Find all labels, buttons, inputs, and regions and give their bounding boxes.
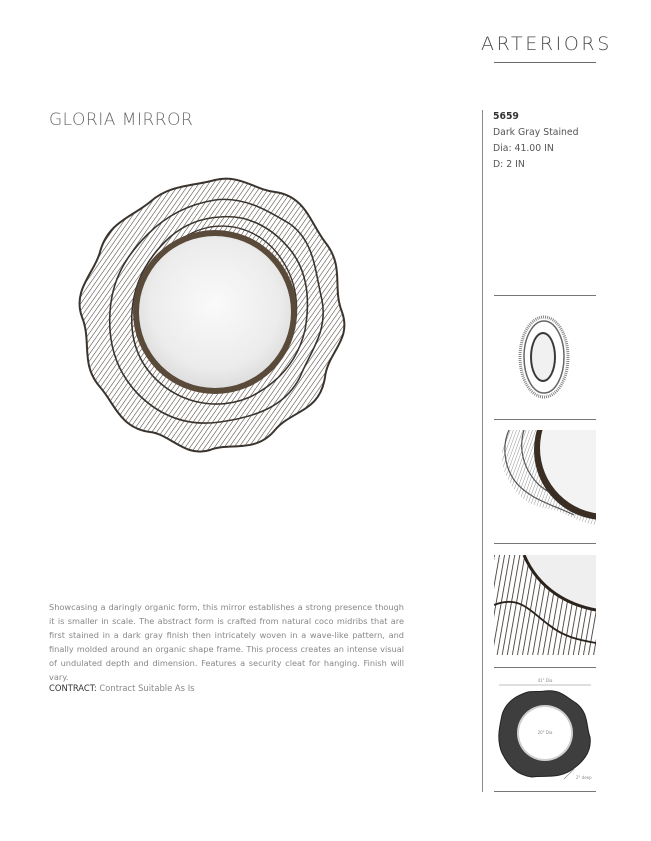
product-finish: Dark Gray Stained [493,127,579,138]
brand-underline [494,62,596,63]
thumbnail-divider [494,667,596,668]
product-diameter: Dia: 41.00 IN [493,143,554,154]
contract-value: Contract Suitable As Is [99,683,195,693]
depth-label: 2" deep [576,775,592,780]
thumbnail-edge-detail [494,430,596,525]
thumbnail-divider [494,791,596,792]
main-product-image [70,172,360,457]
contract-label: CONTRACT: [49,683,97,693]
product-depth: D: 2 IN [493,159,525,170]
thumbnail-divider [494,419,596,420]
product-specs [493,109,579,173]
brand-logo: ARTERIORS [481,33,612,55]
mirror-diameter-label: 20" Dia [537,730,553,735]
product-sku: 5659 [493,111,519,122]
thumbnail-dimension-diagram [494,675,596,787]
product-description: Showcasing a daringly organic form, this mirror establishes a strong presence though it is smaller in scale. The abstract form is crafted from natural coco midribs that are first stained in a dark gray finish then intricately woven in a wave-like pattern, and finally molded around an organic shape frame. This process creates an intense visual of undulated depth and dimension. Features a security cleat for hanging. Finish will vary. [49,602,404,682]
thumbnail-divider [494,295,596,296]
thumbnail-wire-closeup [494,555,596,655]
thumbnail-divider [494,543,596,544]
sidebar-divider [482,110,483,792]
overall-diameter-label: 41" Dia [537,678,553,683]
product-title: GLORIA MIRROR [49,110,194,130]
contract-info [49,683,195,693]
thumbnail-angled-view [494,305,596,410]
